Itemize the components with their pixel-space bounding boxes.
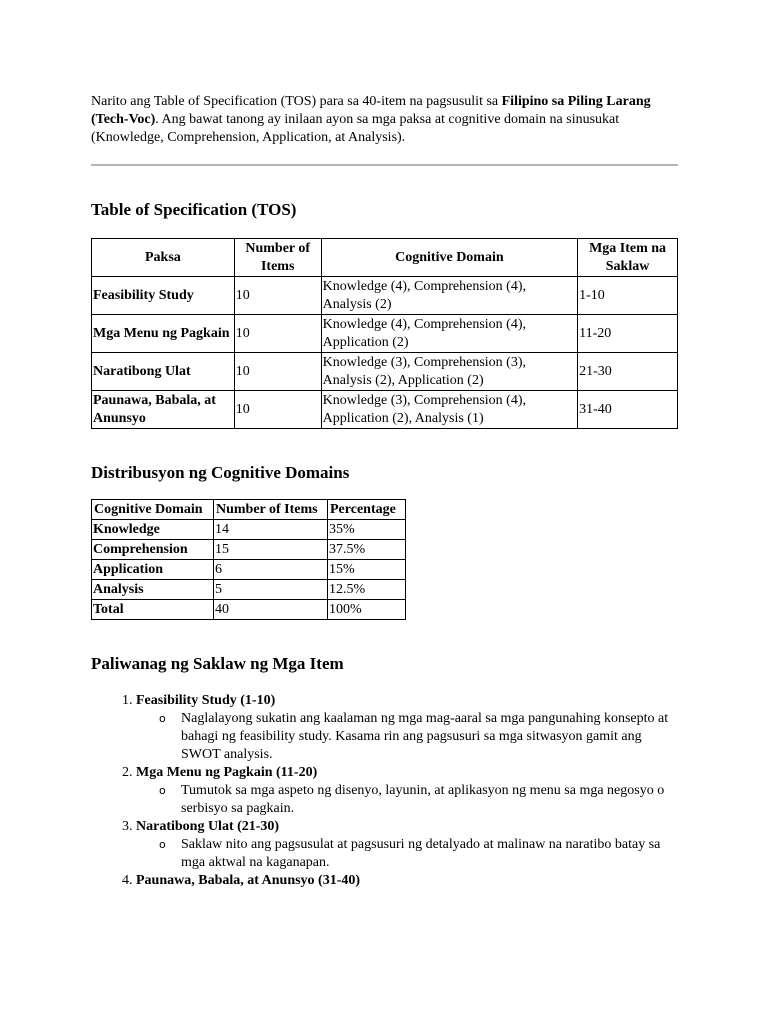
tos-count-cell: 10: [234, 391, 321, 429]
tos-table: [91, 238, 678, 429]
table-row: [92, 520, 406, 540]
tos-count-cell: 10: [234, 277, 321, 315]
tos-range-cell: 21-30: [578, 353, 678, 391]
table-row: [92, 315, 678, 353]
tos-header-cell: Mga Item na Saklaw: [578, 239, 678, 277]
list-item-heading: Naratibong Ulat (21-30): [136, 819, 280, 834]
distribution-count-cell: 6: [214, 560, 328, 580]
circle-bullet-icon: o: [159, 712, 166, 725]
distribution-table: [91, 499, 406, 620]
tos-domain-cell: Knowledge (4), Comprehension (4), Application (2): [321, 315, 577, 353]
distribution-percent-cell: 37.5%: [328, 540, 406, 560]
circle-bullet-icon: o: [159, 838, 166, 851]
tos-domain-cell: Knowledge (3), Comprehension (3), Analysis (2), Application (2): [321, 353, 577, 391]
sub-list: [136, 782, 678, 818]
intro-paragraph: [91, 93, 678, 147]
intro-text-after: . Ang bawat tanong ay inilaan ayon sa mga paksa at cognitive domain na sinusukat (Knowledge, Comprehension, Application, at Analysis).: [91, 112, 620, 145]
tos-header-cell: Cognitive Domain: [321, 239, 577, 277]
table-row: [92, 540, 406, 560]
distribution-header-cell: Percentage: [328, 500, 406, 520]
tos-topic-cell: Naratibong Ulat: [92, 353, 235, 391]
table-row: [92, 391, 678, 429]
distribution-header-row: [92, 500, 406, 520]
distribution-domain-cell: Total: [92, 600, 214, 620]
tos-topic-cell: Mga Menu ng Pagkain: [92, 315, 235, 353]
distribution-heading: Distribusyon ng Cognitive Domains: [91, 463, 350, 482]
horizontal-rule: [91, 164, 678, 166]
list-item: [136, 692, 678, 764]
tos-count-cell: 10: [234, 315, 321, 353]
table-row: [92, 580, 406, 600]
sub-list-item: [159, 836, 678, 872]
sub-list-item-text: Tumutok sa mga aspeto ng disenyo, layunin, at aplikasyon ng menu sa mga negosyo o serbisyo sa pagkain.: [181, 783, 665, 816]
distribution-domain-cell: Knowledge: [92, 520, 214, 540]
tos-topic-cell: Feasibility Study: [92, 277, 235, 315]
distribution-domain-cell: Comprehension: [92, 540, 214, 560]
tos-heading: Table of Specification (TOS): [91, 200, 297, 219]
distribution-count-cell: 5: [214, 580, 328, 600]
tos-count-cell: 10: [234, 353, 321, 391]
distribution-percent-cell: 15%: [328, 560, 406, 580]
list-item-heading: Feasibility Study (1-10): [136, 693, 276, 708]
sub-list: [136, 836, 678, 872]
distribution-count-cell: 14: [214, 520, 328, 540]
table-row-total: [92, 600, 406, 620]
table-row: [92, 560, 406, 580]
list-item: [136, 764, 678, 818]
distribution-header-cell: Cognitive Domain: [92, 500, 214, 520]
tos-topic-cell: Paunawa, Babala, at Anunsyo: [92, 391, 235, 429]
distribution-percent-cell: 12.5%: [328, 580, 406, 600]
explanation-heading: Paliwanag ng Saklaw ng Mga Item: [91, 654, 344, 673]
distribution-percent-cell: 100%: [328, 600, 406, 620]
distribution-count-cell: 15: [214, 540, 328, 560]
distribution-domain-cell: Application: [92, 560, 214, 580]
sub-list-item: [159, 710, 678, 764]
tos-domain-cell: Knowledge (4), Comprehension (4), Analysis (2): [321, 277, 577, 315]
tos-header-row: [92, 239, 678, 277]
tos-header-cell: Paksa: [92, 239, 235, 277]
tos-header-cell: Number of Items: [234, 239, 321, 277]
distribution-count-cell: 40: [214, 600, 328, 620]
circle-bullet-icon: o: [159, 784, 166, 797]
distribution-header-cell: Number of Items: [214, 500, 328, 520]
table-row: [92, 353, 678, 391]
distribution-domain-cell: Analysis: [92, 580, 214, 600]
list-item-heading: Paunawa, Babala, at Anunsyo (31-40): [136, 873, 361, 888]
list-item-heading: Mga Menu ng Pagkain (11-20): [136, 765, 318, 780]
sub-list-item-text: Naglalayong sukatin ang kaalaman ng mga mag-aaral sa mga pangunahing konsepto at bahagi ng feasibility study. Kasama rin ang pagsusuri sa mga sitwasyon gamit ang SWOT analysis.: [181, 711, 669, 762]
document-page: [91, 93, 678, 890]
sub-list-item-text: Saklaw nito ang pagsusulat at pagsusuri ng detalyado at malinaw na naratibo batay sa mga aktwal na kaganapan.: [181, 837, 661, 870]
intro-bold-subject: Filipino sa Piling Larang (Tech-Voc): [91, 94, 651, 127]
explanation-list: [91, 692, 678, 890]
tos-domain-cell: Knowledge (3), Comprehension (4), Application (2), Analysis (1): [321, 391, 577, 429]
intro-text-before: Narito ang Table of Specification (TOS) para sa 40-item na pagsusulit sa: [91, 94, 502, 109]
list-item: [136, 872, 678, 890]
tos-range-cell: 11-20: [578, 315, 678, 353]
table-row: [92, 277, 678, 315]
sub-list-item: [159, 782, 678, 818]
list-item: [136, 818, 678, 872]
tos-range-cell: 31-40: [578, 391, 678, 429]
sub-list: [136, 710, 678, 764]
distribution-percent-cell: 35%: [328, 520, 406, 540]
tos-range-cell: 1-10: [578, 277, 678, 315]
